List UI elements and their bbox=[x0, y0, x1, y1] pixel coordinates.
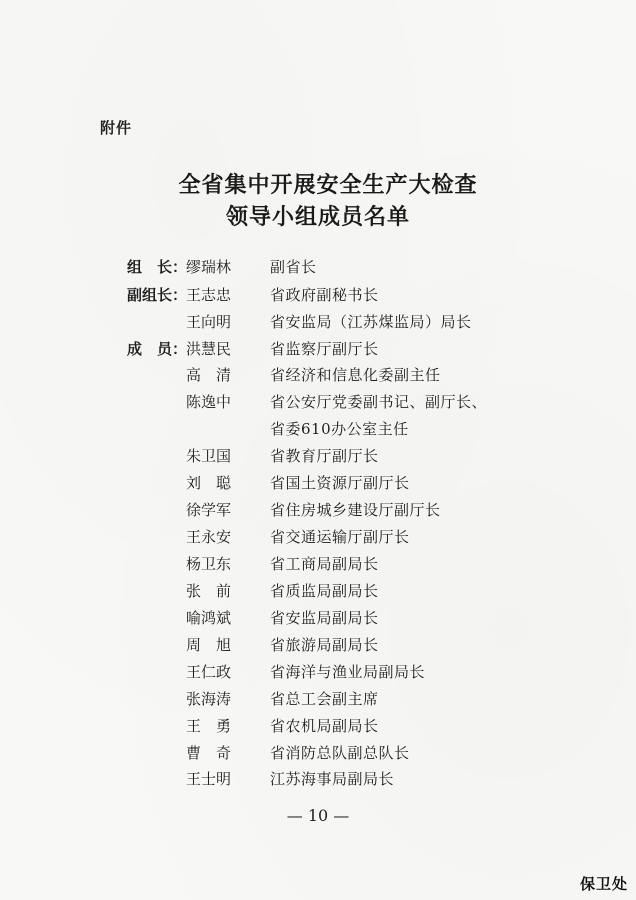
member-post: 省委610办公室主任 bbox=[270, 420, 409, 438]
member-name: 张 前 bbox=[186, 582, 232, 600]
member-post: 省安监局（江苏煤监局）局长 bbox=[270, 313, 472, 331]
member-row bbox=[0, 309, 636, 335]
member-post: 省海洋与渔业局副局长 bbox=[270, 663, 426, 681]
document-title-line2: 领导小组成员名单 bbox=[225, 205, 410, 230]
member-row bbox=[0, 686, 636, 712]
member-post: 省经济和信息化委副主任 bbox=[270, 366, 441, 384]
member-row bbox=[0, 605, 636, 631]
member-name: 徐学军 bbox=[186, 501, 232, 519]
member-row bbox=[0, 632, 636, 658]
member-name: 王永安 bbox=[186, 528, 232, 546]
member-post: 江苏海事局副局长 bbox=[270, 770, 395, 788]
role-label: 副组长： bbox=[127, 286, 188, 304]
member-post: 省旅游局副局长 bbox=[270, 636, 379, 654]
member-row bbox=[0, 740, 636, 766]
member-row bbox=[0, 362, 636, 388]
member-name: 曹 奇 bbox=[186, 744, 232, 762]
member-post: 省住房城乡建设厅副厅长 bbox=[270, 501, 441, 519]
member-post: 省安监局副局长 bbox=[270, 609, 379, 627]
member-row bbox=[0, 578, 636, 604]
member-name: 陈逸中 bbox=[186, 393, 232, 411]
attachment-label: 附件 bbox=[100, 119, 133, 137]
member-post: 省国土资源厅副厅长 bbox=[270, 474, 410, 492]
document-title-line1: 全省集中开展安全生产大检查 bbox=[178, 173, 478, 198]
member-row bbox=[0, 713, 636, 739]
member-name: 杨卫东 bbox=[186, 555, 232, 573]
member-row bbox=[0, 766, 636, 792]
page-number: — 10 — bbox=[286, 806, 350, 825]
member-post: 省质监局副局长 bbox=[270, 582, 379, 600]
member-row bbox=[0, 470, 636, 496]
member-row bbox=[0, 659, 636, 685]
member-post: 省工商局副局长 bbox=[270, 555, 379, 573]
member-post: 省教育厅副厅长 bbox=[270, 447, 379, 465]
member-name: 周 旭 bbox=[186, 636, 232, 654]
member-name: 洪慧民 bbox=[186, 340, 232, 358]
member-name: 王 勇 bbox=[186, 717, 232, 735]
member-name: 刘 聪 bbox=[186, 474, 232, 492]
member-row bbox=[0, 416, 636, 442]
member-post: 省消防总队副总队长 bbox=[270, 744, 410, 762]
member-name: 高 清 bbox=[186, 366, 232, 384]
member-post: 省农机局副局长 bbox=[270, 717, 379, 735]
member-row bbox=[0, 497, 636, 523]
member-row bbox=[0, 551, 636, 577]
member-post: 省交通运输厅副厅长 bbox=[270, 528, 410, 546]
member-row bbox=[0, 254, 636, 280]
member-name: 王士明 bbox=[186, 770, 232, 788]
role-label: 成 员： bbox=[127, 340, 188, 358]
member-post: 副省长 bbox=[270, 258, 317, 276]
member-row bbox=[0, 336, 636, 362]
member-name: 王志忠 bbox=[186, 286, 232, 304]
member-row bbox=[0, 389, 636, 415]
member-row bbox=[0, 443, 636, 469]
member-name: 朱卫国 bbox=[186, 447, 232, 465]
department-stamp: 保卫处 bbox=[579, 875, 628, 893]
member-row bbox=[0, 282, 636, 308]
member-row bbox=[0, 524, 636, 550]
member-name: 王仁政 bbox=[186, 663, 232, 681]
member-name: 喻鸿斌 bbox=[186, 609, 232, 627]
member-post: 省公安厅党委副书记、副厅长、 bbox=[270, 393, 488, 411]
member-post: 省监察厅副厅长 bbox=[270, 340, 379, 358]
member-name: 张海涛 bbox=[186, 690, 232, 708]
member-post: 省政府副秘书长 bbox=[270, 286, 379, 304]
member-post: 省总工会副主席 bbox=[270, 690, 379, 708]
member-name: 王向明 bbox=[186, 313, 232, 331]
member-name: 缪瑞林 bbox=[186, 258, 232, 276]
role-label: 组 长： bbox=[127, 258, 188, 276]
